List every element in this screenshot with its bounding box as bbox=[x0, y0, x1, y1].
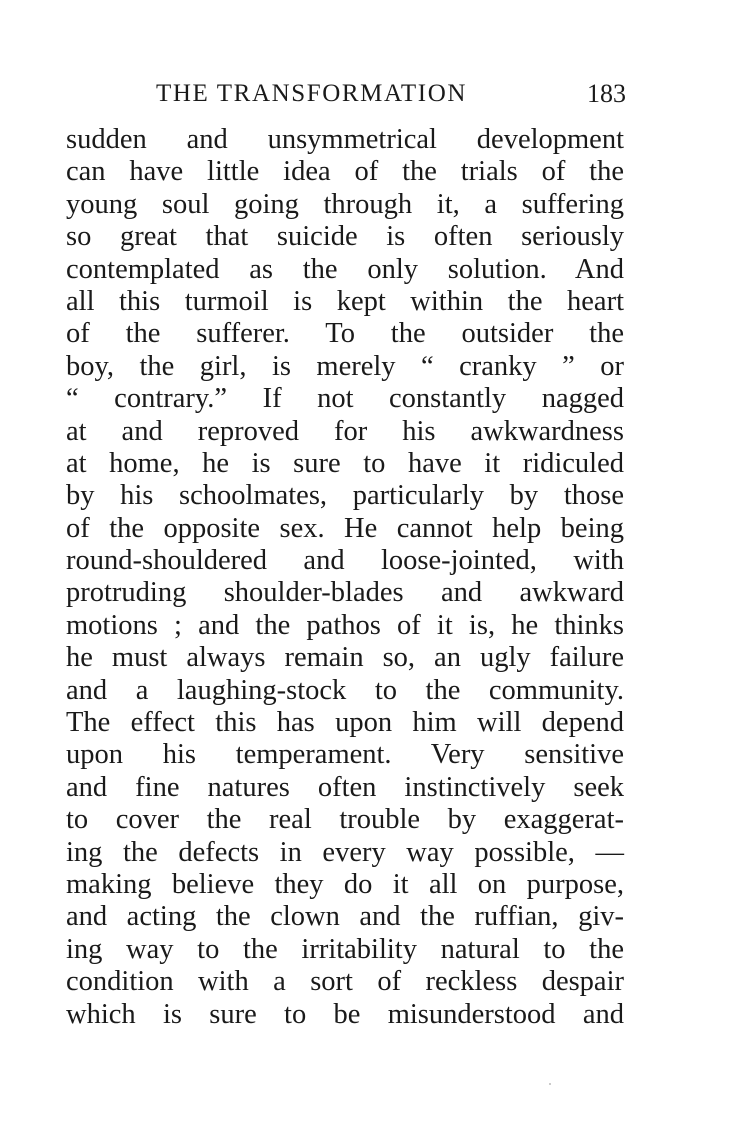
text-line: by his schoolmates, particularly by those bbox=[66, 480, 624, 512]
text-line: motions ; and the pathos of it is, he thinks bbox=[66, 609, 624, 641]
text-line: The effect this has upon him will depend bbox=[66, 707, 624, 739]
text-line: ing the defects in every way possible, — bbox=[66, 836, 624, 868]
paper-speck bbox=[549, 1083, 551, 1085]
text-line: which is sure to be misunderstood and bbox=[66, 998, 624, 1030]
text-line: so great that suicide is often seriously bbox=[66, 221, 624, 253]
text-line: at home, he is sure to have it ridiculed bbox=[66, 447, 624, 479]
running-head bbox=[66, 76, 626, 112]
text-line: at and reproved for his awkwardness bbox=[66, 415, 624, 447]
text-line: to cover the real trouble by exaggerat- bbox=[66, 804, 624, 836]
text-line: condition with a sort of reckless despair bbox=[66, 966, 624, 998]
text-line: upon his temperament. Very sensitive bbox=[66, 739, 624, 771]
text-line: boy, the girl, is merely “ cranky ” or bbox=[66, 350, 624, 382]
text-line: and fine natures often instinctively seek bbox=[66, 771, 624, 803]
text-line: contemplated as the only solution. And bbox=[66, 253, 624, 285]
text-line: and acting the clown and the ruffian, giv- bbox=[66, 901, 624, 933]
text-line: ing way to the irritability natural to the bbox=[66, 933, 624, 965]
text-line: can have little idea of the trials of the bbox=[66, 156, 624, 188]
text-line: making believe they do it all on purpose, bbox=[66, 868, 624, 900]
text-line: young soul going through it, a suffering bbox=[66, 188, 624, 220]
running-title: THE TRANSFORMATION bbox=[156, 80, 468, 107]
text-line: of the opposite sex. He cannot help being bbox=[66, 512, 624, 544]
text-line: “ contrary.” If not constantly nagged bbox=[66, 383, 624, 415]
page-number: 183 bbox=[587, 79, 626, 108]
text-line: he must always remain so, an ugly failure bbox=[66, 642, 624, 674]
text-line: sudden and unsymmetrical development bbox=[66, 124, 624, 155]
text-line: all this turmoil is kept within the heart bbox=[66, 285, 624, 317]
text-line: of the sufferer. To the outsider the bbox=[66, 318, 624, 350]
text-line: and a laughing-stock to the community. bbox=[66, 674, 624, 706]
text-line: round-shouldered and loose-jointed, with bbox=[66, 545, 624, 577]
text-line: protruding shoulder-blades and awkward bbox=[66, 577, 624, 609]
body-text bbox=[66, 124, 624, 1031]
